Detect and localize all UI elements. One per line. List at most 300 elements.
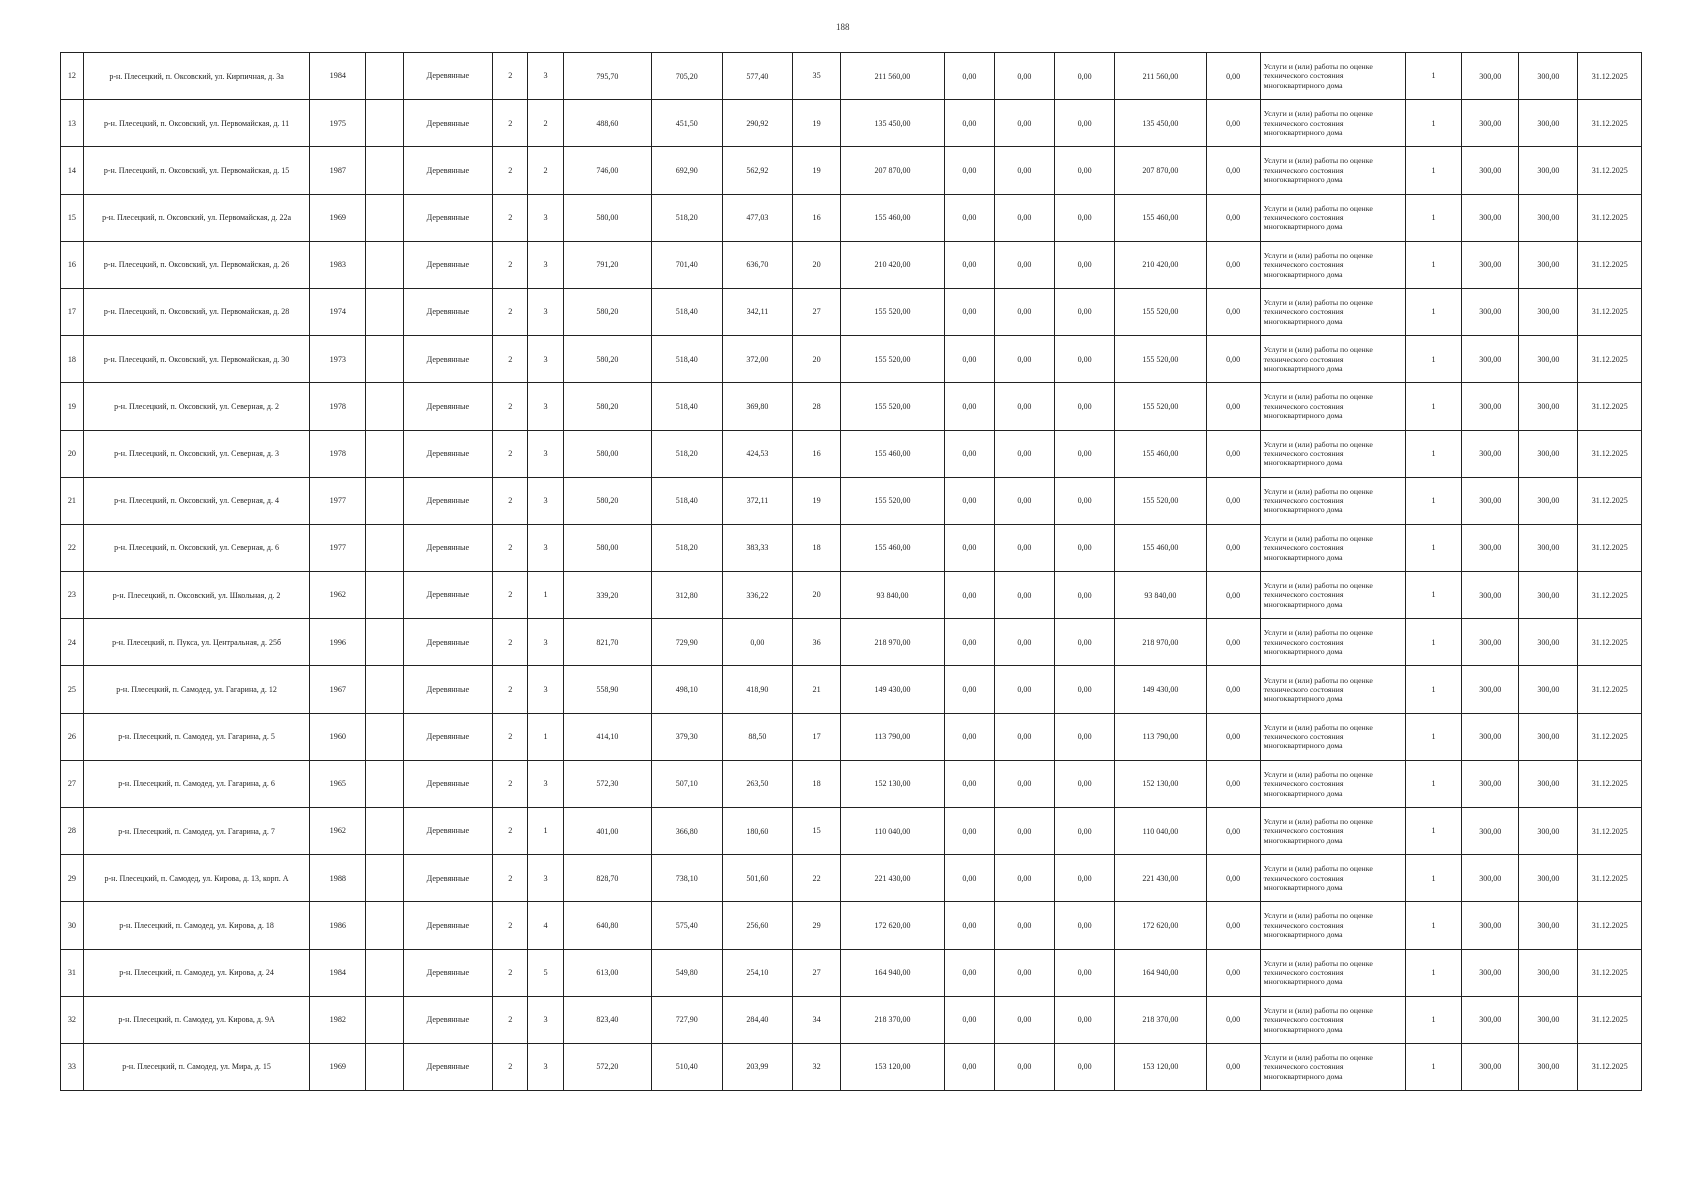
service-cell: Услуги и (или) работы по оценке технического состояния многоквартирного дома [1260,666,1405,713]
cost-total-cell: 155 460,00 [841,524,945,571]
fund-c-cell: 0,00 [1054,430,1114,477]
area-other-cell: 203,99 [722,1043,793,1090]
walls-cell: Деревянные [403,147,492,194]
floors-cell: 2 [493,194,528,241]
year-cell: 1962 [310,808,366,855]
area-living-cell: 312,80 [651,572,722,619]
date-cell: 31.12.2025 [1578,147,1642,194]
fund-d-cell: 155 460,00 [1115,194,1206,241]
area-other-cell: 284,40 [722,996,793,1043]
floors-cell: 2 [493,147,528,194]
residents-cell: 36 [793,619,841,666]
empty-cell [366,760,403,807]
price-cell: 300,00 [1462,241,1519,288]
residents-cell: 27 [793,949,841,996]
area-total-cell: 791,20 [563,241,651,288]
table-row [61,619,1642,666]
date-cell: 31.12.2025 [1578,383,1642,430]
fund-b-cell: 0,00 [994,760,1054,807]
entrances-cell: 3 [528,53,563,100]
address-cell: р-н. Плесецкий, п. Самодед, ул. Кирова, д. 13, корп. А [83,855,309,902]
amount-cell: 300,00 [1519,666,1578,713]
price-cell: 300,00 [1462,808,1519,855]
date-cell: 31.12.2025 [1578,949,1642,996]
table-row [61,760,1642,807]
fund-c-cell: 0,00 [1054,194,1114,241]
row-number: 23 [61,572,84,619]
amount-cell: 300,00 [1519,383,1578,430]
fund-a-cell: 0,00 [944,760,994,807]
entrances-cell: 3 [528,666,563,713]
row-number: 20 [61,430,84,477]
fund-b-cell: 0,00 [994,855,1054,902]
cost-total-cell: 155 520,00 [841,288,945,335]
entrances-cell: 3 [528,430,563,477]
floors-cell: 2 [493,430,528,477]
fund-c-cell: 0,00 [1054,1043,1114,1090]
area-other-cell: 636,70 [722,241,793,288]
fund-e-cell: 0,00 [1206,524,1260,571]
floors-cell: 2 [493,996,528,1043]
walls-cell: Деревянные [403,996,492,1043]
fund-a-cell: 0,00 [944,855,994,902]
fund-d-cell: 152 130,00 [1115,760,1206,807]
cost-total-cell: 152 130,00 [841,760,945,807]
address-cell: р-н. Плесецкий, п. Оксовский, ул. Школьная, д. 2 [83,572,309,619]
qty-cell: 1 [1406,288,1462,335]
price-cell: 300,00 [1462,619,1519,666]
fund-c-cell: 0,00 [1054,288,1114,335]
service-cell: Услуги и (или) работы по оценке технического состояния многоквартирного дома [1260,949,1405,996]
cost-total-cell: 164 940,00 [841,949,945,996]
area-total-cell: 414,10 [563,713,651,760]
year-cell: 1978 [310,383,366,430]
row-number: 30 [61,902,84,949]
date-cell: 31.12.2025 [1578,100,1642,147]
amount-cell: 300,00 [1519,336,1578,383]
fund-a-cell: 0,00 [944,949,994,996]
price-cell: 300,00 [1462,996,1519,1043]
row-number: 25 [61,666,84,713]
fund-b-cell: 0,00 [994,241,1054,288]
year-cell: 1962 [310,572,366,619]
table-row [61,477,1642,524]
area-other-cell: 256,60 [722,902,793,949]
fund-b-cell: 0,00 [994,53,1054,100]
cost-total-cell: 207 870,00 [841,147,945,194]
area-living-cell: 549,80 [651,949,722,996]
fund-b-cell: 0,00 [994,524,1054,571]
area-other-cell: 372,00 [722,336,793,383]
qty-cell: 1 [1406,713,1462,760]
fund-b-cell: 0,00 [994,477,1054,524]
area-total-cell: 823,40 [563,996,651,1043]
floors-cell: 2 [493,241,528,288]
residents-cell: 15 [793,808,841,855]
amount-cell: 300,00 [1519,147,1578,194]
fund-c-cell: 0,00 [1054,241,1114,288]
row-number: 22 [61,524,84,571]
fund-e-cell: 0,00 [1206,713,1260,760]
service-cell: Услуги и (или) работы по оценке технического состояния многоквартирного дома [1260,194,1405,241]
service-cell: Услуги и (или) работы по оценке технического состояния многоквартирного дома [1260,524,1405,571]
area-other-cell: 290,92 [722,100,793,147]
table-row [61,524,1642,571]
fund-a-cell: 0,00 [944,808,994,855]
area-living-cell: 705,20 [651,53,722,100]
table-row [61,572,1642,619]
entrances-cell: 3 [528,241,563,288]
address-cell: р-н. Плесецкий, п. Самодед, ул. Гагарина, д. 5 [83,713,309,760]
entrances-cell: 3 [528,383,563,430]
residents-cell: 17 [793,713,841,760]
service-cell: Услуги и (или) работы по оценке технического состояния многоквартирного дома [1260,336,1405,383]
fund-b-cell: 0,00 [994,713,1054,760]
year-cell: 1960 [310,713,366,760]
row-number: 21 [61,477,84,524]
qty-cell: 1 [1406,996,1462,1043]
entrances-cell: 4 [528,902,563,949]
page-number: 188 [836,22,850,32]
empty-cell [366,666,403,713]
walls-cell: Деревянные [403,666,492,713]
price-cell: 300,00 [1462,666,1519,713]
fund-c-cell: 0,00 [1054,666,1114,713]
fund-b-cell: 0,00 [994,288,1054,335]
fund-a-cell: 0,00 [944,336,994,383]
residents-cell: 34 [793,996,841,1043]
fund-a-cell: 0,00 [944,288,994,335]
empty-cell [366,996,403,1043]
table-row [61,902,1642,949]
fund-b-cell: 0,00 [994,430,1054,477]
area-total-cell: 821,70 [563,619,651,666]
table-row [61,713,1642,760]
area-living-cell: 518,40 [651,288,722,335]
fund-c-cell: 0,00 [1054,808,1114,855]
area-other-cell: 88,50 [722,713,793,760]
address-cell: р-н. Плесецкий, п. Оксовский, ул. Первомайская, д. 28 [83,288,309,335]
cost-total-cell: 93 840,00 [841,572,945,619]
address-cell: р-н. Плесецкий, п. Самодед, ул. Мира, д. 15 [83,1043,309,1090]
entrances-cell: 5 [528,949,563,996]
fund-c-cell: 0,00 [1054,902,1114,949]
area-total-cell: 580,00 [563,194,651,241]
service-cell: Услуги и (или) работы по оценке технического состояния многоквартирного дома [1260,996,1405,1043]
area-other-cell: 424,53 [722,430,793,477]
area-other-cell: 383,33 [722,524,793,571]
fund-c-cell: 0,00 [1054,53,1114,100]
residents-cell: 32 [793,1043,841,1090]
table-row [61,241,1642,288]
service-cell: Услуги и (или) работы по оценке технического состояния многоквартирного дома [1260,100,1405,147]
area-living-cell: 727,90 [651,996,722,1043]
year-cell: 1984 [310,949,366,996]
area-total-cell: 746,00 [563,147,651,194]
year-cell: 1977 [310,477,366,524]
area-total-cell: 580,20 [563,383,651,430]
fund-d-cell: 113 790,00 [1115,713,1206,760]
floors-cell: 2 [493,1043,528,1090]
year-cell: 1983 [310,241,366,288]
table-row [61,147,1642,194]
amount-cell: 300,00 [1519,477,1578,524]
fund-d-cell: 110 040,00 [1115,808,1206,855]
fund-c-cell: 0,00 [1054,100,1114,147]
price-cell: 300,00 [1462,760,1519,807]
cost-total-cell: 113 790,00 [841,713,945,760]
year-cell: 1984 [310,53,366,100]
row-number: 32 [61,996,84,1043]
table-row [61,666,1642,713]
price-cell: 300,00 [1462,524,1519,571]
empty-cell [366,619,403,666]
residents-cell: 16 [793,194,841,241]
service-cell: Услуги и (или) работы по оценке технического состояния многоквартирного дома [1260,619,1405,666]
fund-a-cell: 0,00 [944,241,994,288]
fund-b-cell: 0,00 [994,336,1054,383]
date-cell: 31.12.2025 [1578,194,1642,241]
amount-cell: 300,00 [1519,1043,1578,1090]
amount-cell: 300,00 [1519,241,1578,288]
area-total-cell: 401,00 [563,808,651,855]
row-number: 16 [61,241,84,288]
fund-e-cell: 0,00 [1206,53,1260,100]
service-cell: Услуги и (или) работы по оценке технического состояния многоквартирного дома [1260,430,1405,477]
address-cell: р-н. Плесецкий, п. Самодед, ул. Гагарина, д. 12 [83,666,309,713]
address-cell: р-н. Плесецкий, п. Самодед, ул. Гагарина, д. 6 [83,760,309,807]
floors-cell: 2 [493,477,528,524]
table-row [61,949,1642,996]
fund-d-cell: 149 430,00 [1115,666,1206,713]
empty-cell [366,949,403,996]
fund-e-cell: 0,00 [1206,194,1260,241]
qty-cell: 1 [1406,666,1462,713]
year-cell: 1973 [310,336,366,383]
fund-c-cell: 0,00 [1054,949,1114,996]
area-total-cell: 580,00 [563,430,651,477]
area-other-cell: 372,11 [722,477,793,524]
entrances-cell: 1 [528,808,563,855]
fund-a-cell: 0,00 [944,666,994,713]
fund-b-cell: 0,00 [994,808,1054,855]
amount-cell: 300,00 [1519,288,1578,335]
area-living-cell: 518,40 [651,383,722,430]
fund-e-cell: 0,00 [1206,241,1260,288]
fund-e-cell: 0,00 [1206,902,1260,949]
row-number: 28 [61,808,84,855]
date-cell: 31.12.2025 [1578,855,1642,902]
walls-cell: Деревянные [403,241,492,288]
area-living-cell: 692,90 [651,147,722,194]
address-cell: р-н. Плесецкий, п. Самодед, ул. Кирова, д. 9А [83,996,309,1043]
address-cell: р-н. Плесецкий, п. Оксовский, ул. Первомайская, д. 15 [83,147,309,194]
fund-b-cell: 0,00 [994,194,1054,241]
address-cell: р-н. Плесецкий, п. Оксовский, ул. Кирпичная, д. 3а [83,53,309,100]
empty-cell [366,524,403,571]
walls-cell: Деревянные [403,1043,492,1090]
date-cell: 31.12.2025 [1578,1043,1642,1090]
empty-cell [366,855,403,902]
table-row [61,194,1642,241]
area-living-cell: 518,20 [651,194,722,241]
year-cell: 1967 [310,666,366,713]
qty-cell: 1 [1406,572,1462,619]
fund-d-cell: 155 460,00 [1115,430,1206,477]
amount-cell: 300,00 [1519,996,1578,1043]
amount-cell: 300,00 [1519,855,1578,902]
fund-a-cell: 0,00 [944,572,994,619]
row-number: 31 [61,949,84,996]
row-number: 13 [61,100,84,147]
fund-e-cell: 0,00 [1206,477,1260,524]
cost-total-cell: 155 520,00 [841,383,945,430]
walls-cell: Деревянные [403,572,492,619]
fund-c-cell: 0,00 [1054,619,1114,666]
price-cell: 300,00 [1462,949,1519,996]
area-other-cell: 263,50 [722,760,793,807]
qty-cell: 1 [1406,100,1462,147]
amount-cell: 300,00 [1519,430,1578,477]
residents-cell: 27 [793,288,841,335]
entrances-cell: 3 [528,524,563,571]
year-cell: 1977 [310,524,366,571]
qty-cell: 1 [1406,760,1462,807]
year-cell: 1969 [310,1043,366,1090]
amount-cell: 300,00 [1519,524,1578,571]
fund-e-cell: 0,00 [1206,855,1260,902]
cost-total-cell: 155 460,00 [841,430,945,477]
area-other-cell: 418,90 [722,666,793,713]
area-living-cell: 498,10 [651,666,722,713]
date-cell: 31.12.2025 [1578,53,1642,100]
cost-total-cell: 153 120,00 [841,1043,945,1090]
empty-cell [366,288,403,335]
walls-cell: Деревянные [403,760,492,807]
residents-cell: 29 [793,902,841,949]
area-total-cell: 339,20 [563,572,651,619]
residents-cell: 19 [793,100,841,147]
empty-cell [366,430,403,477]
entrances-cell: 3 [528,855,563,902]
empty-cell [366,808,403,855]
area-total-cell: 613,00 [563,949,651,996]
price-cell: 300,00 [1462,855,1519,902]
fund-d-cell: 155 520,00 [1115,383,1206,430]
residents-cell: 16 [793,430,841,477]
row-number: 17 [61,288,84,335]
table-row [61,996,1642,1043]
date-cell: 31.12.2025 [1578,902,1642,949]
area-total-cell: 640,80 [563,902,651,949]
walls-cell: Деревянные [403,855,492,902]
service-cell: Услуги и (или) работы по оценке технического состояния многоквартирного дома [1260,713,1405,760]
area-living-cell: 518,40 [651,336,722,383]
service-cell: Услуги и (или) работы по оценке технического состояния многоквартирного дома [1260,383,1405,430]
cost-total-cell: 172 620,00 [841,902,945,949]
qty-cell: 1 [1406,808,1462,855]
amount-cell: 300,00 [1519,100,1578,147]
service-cell: Услуги и (или) работы по оценке технического состояния многоквартирного дома [1260,477,1405,524]
entrances-cell: 3 [528,619,563,666]
fund-c-cell: 0,00 [1054,336,1114,383]
residents-cell: 19 [793,477,841,524]
year-cell: 1982 [310,996,366,1043]
walls-cell: Деревянные [403,336,492,383]
row-number: 26 [61,713,84,760]
walls-cell: Деревянные [403,949,492,996]
qty-cell: 1 [1406,902,1462,949]
fund-a-cell: 0,00 [944,194,994,241]
area-other-cell: 254,10 [722,949,793,996]
floors-cell: 2 [493,100,528,147]
fund-c-cell: 0,00 [1054,713,1114,760]
address-cell: р-н. Плесецкий, п. Оксовский, ул. Северная, д. 3 [83,430,309,477]
area-living-cell: 379,30 [651,713,722,760]
table-row [61,1043,1642,1090]
year-cell: 1974 [310,288,366,335]
table-row [61,100,1642,147]
fund-e-cell: 0,00 [1206,1043,1260,1090]
area-living-cell: 507,10 [651,760,722,807]
fund-d-cell: 172 620,00 [1115,902,1206,949]
area-total-cell: 488,60 [563,100,651,147]
address-cell: р-н. Плесецкий, п. Оксовский, ул. Первомайская, д. 22а [83,194,309,241]
address-cell: р-н. Плесецкий, п. Оксовский, ул. Северная, д. 2 [83,383,309,430]
walls-cell: Деревянные [403,100,492,147]
floors-cell: 2 [493,288,528,335]
empty-cell [366,477,403,524]
service-cell: Услуги и (или) работы по оценке технического состояния многоквартирного дома [1260,902,1405,949]
price-cell: 300,00 [1462,336,1519,383]
residents-cell: 21 [793,666,841,713]
row-number: 29 [61,855,84,902]
residents-cell: 20 [793,241,841,288]
fund-c-cell: 0,00 [1054,477,1114,524]
residents-cell: 20 [793,572,841,619]
floors-cell: 2 [493,336,528,383]
entrances-cell: 3 [528,760,563,807]
fund-d-cell: 155 520,00 [1115,477,1206,524]
date-cell: 31.12.2025 [1578,336,1642,383]
empty-cell [366,336,403,383]
fund-a-cell: 0,00 [944,100,994,147]
floors-cell: 2 [493,902,528,949]
floors-cell: 2 [493,383,528,430]
fund-c-cell: 0,00 [1054,760,1114,807]
area-living-cell: 575,40 [651,902,722,949]
amount-cell: 300,00 [1519,194,1578,241]
entrances-cell: 3 [528,336,563,383]
fund-b-cell: 0,00 [994,619,1054,666]
qty-cell: 1 [1406,477,1462,524]
fund-e-cell: 0,00 [1206,760,1260,807]
row-number: 33 [61,1043,84,1090]
table-row [61,383,1642,430]
price-cell: 300,00 [1462,713,1519,760]
walls-cell: Деревянные [403,619,492,666]
empty-cell [366,147,403,194]
residents-cell: 28 [793,383,841,430]
amount-cell: 300,00 [1519,53,1578,100]
floors-cell: 2 [493,666,528,713]
address-cell: р-н. Плесецкий, п. Самодед, ул. Кирова, д. 18 [83,902,309,949]
area-other-cell: 477,03 [722,194,793,241]
address-cell: р-н. Плесецкий, п. Самодед, ул. Гагарина, д. 7 [83,808,309,855]
fund-b-cell: 0,00 [994,1043,1054,1090]
year-cell: 1986 [310,902,366,949]
area-total-cell: 558,90 [563,666,651,713]
